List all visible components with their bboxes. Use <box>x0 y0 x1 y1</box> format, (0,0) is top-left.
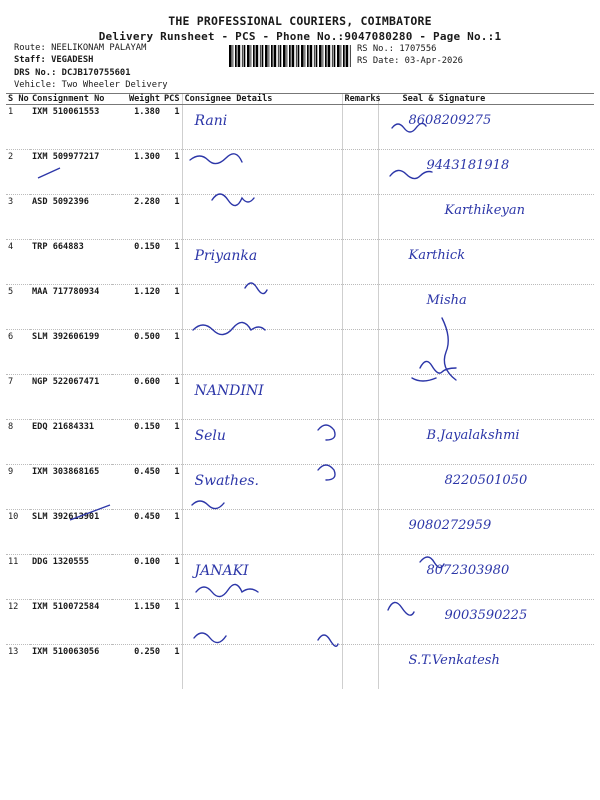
row-consignee <box>182 240 342 285</box>
row-consignee <box>182 150 342 195</box>
vehicle-label: Vehicle: Two Wheeler Delivery <box>14 80 168 90</box>
handwritten-note: Misha <box>426 293 467 308</box>
handwritten-name: Rani <box>194 113 228 129</box>
row-weight: 1.380 <box>112 105 162 150</box>
row-pcs: 1 <box>162 510 182 555</box>
row-weight: 1.120 <box>112 285 162 330</box>
row-consignment-no: SLM 392613901 <box>30 510 112 555</box>
row-consignee <box>182 600 342 645</box>
handwritten-note: S.T.Venkatesh <box>408 653 500 668</box>
row-signature <box>378 150 594 195</box>
runsheet-title: Delivery Runsheet - PCS - Phone No.:9047080280 - Page No.:1 <box>98 30 502 43</box>
row-pcs: 1 <box>162 150 182 195</box>
handwritten-note: 8220501050 <box>444 473 528 488</box>
handwritten-name: JANAKI <box>194 563 249 579</box>
row-pcs: 1 <box>162 240 182 285</box>
row-pcs: 1 <box>162 105 182 150</box>
row-signature <box>378 645 594 690</box>
row-sno: 3 <box>6 195 30 240</box>
table-row <box>6 375 594 420</box>
route-label: Route: NEELIKONAM PALAYAM <box>14 43 147 53</box>
col-consignment: Consignment No <box>30 94 112 105</box>
row-signature <box>378 420 594 465</box>
table-row <box>6 555 594 600</box>
table-row <box>6 420 594 465</box>
row-remarks <box>342 240 378 285</box>
row-consignment-no: TRP 664883 <box>30 240 112 285</box>
row-weight: 1.150 <box>112 600 162 645</box>
table-row <box>6 510 594 555</box>
row-consignment-no: NGP 522067471 <box>30 375 112 420</box>
row-sno: 6 <box>6 330 30 375</box>
handwritten-name: Selu <box>194 428 226 444</box>
handwritten-note: 9080272959 <box>408 518 492 533</box>
rs-number: RS No.: 1707556 <box>357 44 437 54</box>
row-sno: 5 <box>6 285 30 330</box>
row-sno: 12 <box>6 600 30 645</box>
company-title: THE PROFESSIONAL COURIERS, COIMBATORE <box>168 14 432 28</box>
row-consignee <box>182 375 342 420</box>
row-consignment-no: SLM 392606199 <box>30 330 112 375</box>
row-consignment-no: IXM 509977217 <box>30 150 112 195</box>
row-signature <box>378 600 594 645</box>
row-weight: 0.150 <box>112 420 162 465</box>
table-row <box>6 600 594 645</box>
row-weight: 0.450 <box>112 465 162 510</box>
row-consignment-no: MAA 717780934 <box>30 285 112 330</box>
row-pcs: 1 <box>162 285 182 330</box>
handwritten-note: 9003590225 <box>444 608 528 623</box>
row-pcs: 1 <box>162 330 182 375</box>
row-pcs: 1 <box>162 375 182 420</box>
row-remarks <box>342 330 378 375</box>
col-consignee: Consignee Details <box>182 94 342 105</box>
row-signature <box>378 195 594 240</box>
row-consignee <box>182 510 342 555</box>
row-consignment-no: ASD 5092396 <box>30 195 112 240</box>
row-remarks <box>342 555 378 600</box>
row-weight: 0.600 <box>112 375 162 420</box>
row-pcs: 1 <box>162 555 182 600</box>
row-sno: 9 <box>6 465 30 510</box>
table-row <box>6 240 594 285</box>
row-pcs: 1 <box>162 465 182 510</box>
row-pcs: 1 <box>162 600 182 645</box>
handwritten-note: Karthikeyan <box>444 203 525 218</box>
row-weight: 0.150 <box>112 240 162 285</box>
row-consignment-no: IXM 510061553 <box>30 105 112 150</box>
row-consignee <box>182 420 342 465</box>
row-weight: 0.100 <box>112 555 162 600</box>
row-pcs: 1 <box>162 195 182 240</box>
table-row <box>6 105 594 150</box>
row-remarks <box>342 600 378 645</box>
table-row <box>6 285 594 330</box>
row-signature <box>378 330 594 375</box>
col-sno: S No <box>8 94 29 104</box>
row-weight: 0.250 <box>134 647 160 657</box>
row-consignee <box>182 105 342 150</box>
row-remarks <box>342 195 378 240</box>
row-sno: 2 <box>6 150 30 195</box>
row-sno: 10 <box>6 510 30 555</box>
row-consignee <box>182 465 342 510</box>
handwritten-name: Priyanka <box>194 248 258 264</box>
col-remarks: Remarks <box>342 94 378 105</box>
handwritten-note: 8608209275 <box>408 113 492 128</box>
row-weight: 1.300 <box>112 150 162 195</box>
row-consignment-no: EDQ 21684331 <box>30 420 112 465</box>
rs-date: RS Date: 03-Apr-2026 <box>357 56 463 66</box>
row-sno: 4 <box>6 240 30 285</box>
handwritten-note: 9443181918 <box>426 158 510 173</box>
row-signature <box>378 510 594 555</box>
row-remarks <box>342 510 378 555</box>
row-signature <box>378 240 594 285</box>
drs-number: DRS No.: DCJB170755601 <box>14 68 131 78</box>
col-pcs: PCS <box>162 94 182 105</box>
row-consignee <box>182 555 342 600</box>
row-weight: 0.450 <box>112 510 162 555</box>
row-sno: 11 <box>6 555 30 600</box>
row-consignee <box>182 195 342 240</box>
row-sno: 7 <box>6 375 30 420</box>
row-sno: 1 <box>6 105 30 150</box>
row-signature <box>378 375 594 420</box>
row-remarks <box>342 105 378 150</box>
row-consignment-no: IXM 510063056 <box>32 647 100 657</box>
row-signature <box>378 285 594 330</box>
handwritten-note: B.Jayalakshmi <box>426 428 520 443</box>
row-consignee <box>182 330 342 375</box>
row-sno: 8 <box>6 420 30 465</box>
row-remarks <box>342 465 378 510</box>
barcode-icon <box>229 45 353 67</box>
row-pcs: 1 <box>162 420 182 465</box>
col-signature: Seal & Signature <box>378 94 594 105</box>
table-row <box>6 195 594 240</box>
staff-label: Staff: VEGADESH <box>14 55 94 65</box>
row-consignment-no: DDG 1320555 <box>30 555 112 600</box>
row-pcs: 1 <box>174 647 180 657</box>
row-signature <box>378 465 594 510</box>
table-header-row <box>6 94 594 105</box>
handwritten-note: 8072303980 <box>426 563 510 578</box>
delivery-table <box>6 93 594 689</box>
col-weight: Weight <box>112 94 162 105</box>
table-row <box>6 150 594 195</box>
handwritten-name: Swathes. <box>194 473 259 489</box>
table-row <box>6 645 594 690</box>
table-row <box>6 465 594 510</box>
row-weight: 2.280 <box>112 195 162 240</box>
row-remarks <box>342 420 378 465</box>
row-sno: 13 <box>8 647 19 657</box>
row-signature <box>378 105 594 150</box>
table-row <box>6 330 594 375</box>
row-consignee <box>182 285 342 330</box>
row-remarks <box>342 285 378 330</box>
row-remarks <box>342 375 378 420</box>
row-signature <box>378 555 594 600</box>
row-remarks <box>342 645 378 690</box>
row-consignee <box>182 645 342 690</box>
handwritten-note: Karthick <box>408 248 466 263</box>
handwritten-name: NANDINI <box>194 383 264 399</box>
row-consignment-no: IXM 303868165 <box>30 465 112 510</box>
row-consignment-no: IXM 510072584 <box>30 600 112 645</box>
row-remarks <box>342 150 378 195</box>
row-weight: 0.500 <box>112 330 162 375</box>
